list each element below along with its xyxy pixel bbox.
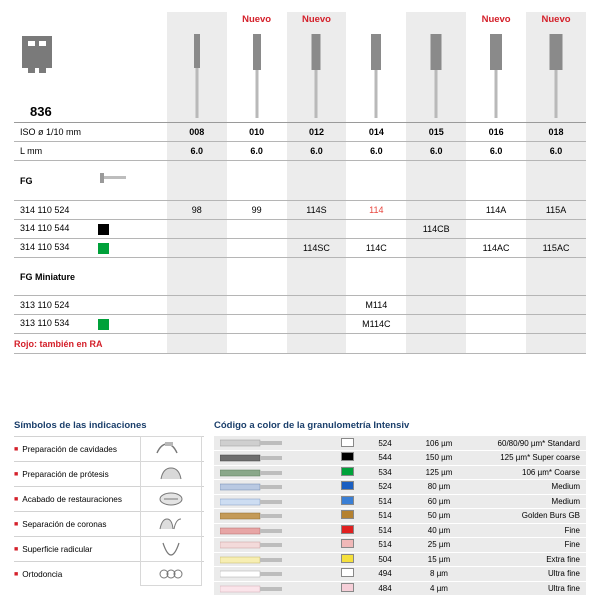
bur-image-row xyxy=(14,12,586,123)
grain-note: Ultra fine xyxy=(470,567,586,582)
cell-fgm-2 xyxy=(227,258,287,296)
cell-m524-7 xyxy=(526,296,586,315)
cell-iso-4: 014 xyxy=(346,123,406,142)
cell-m524-4: M114 xyxy=(346,296,406,315)
cell-m524-3 xyxy=(287,296,347,315)
cell-524-5 xyxy=(406,201,466,220)
cell-m524-5 xyxy=(406,296,466,315)
cell-m534-3 xyxy=(287,315,347,334)
cell-534-3: 114SC xyxy=(287,239,347,258)
grain-code: 514 xyxy=(362,538,408,553)
grain-size: 8 µm xyxy=(408,567,470,582)
cell-m524-2 xyxy=(227,296,287,315)
cell-iso-2: 010 xyxy=(227,123,287,142)
grain-color-chip xyxy=(332,509,362,524)
cell-fn-1 xyxy=(167,334,227,354)
grain-code: 544 xyxy=(362,451,408,466)
cell-524-4: 114 xyxy=(346,201,406,220)
grain-code: 494 xyxy=(362,567,408,582)
grain-note: 106 µm* Coarse xyxy=(470,465,586,480)
grain-color-chip xyxy=(332,523,362,538)
cell-524-2: 99 xyxy=(227,201,287,220)
bur-specification-table xyxy=(14,12,586,354)
grain-note: 60/80/90 µm* Standard xyxy=(470,436,586,451)
cell-iso-7: 018 xyxy=(526,123,586,142)
row-label-314110524: 314 110 524 xyxy=(14,201,167,220)
grain-color-chip xyxy=(332,552,362,567)
grain-shape-icon xyxy=(214,523,332,538)
cell-544-7 xyxy=(526,220,586,239)
indication-label: Ortodoncia xyxy=(22,569,63,579)
cell-fgm-3 xyxy=(287,258,347,296)
row-label-314110544 xyxy=(14,220,167,239)
cell-534-5 xyxy=(406,239,466,258)
bur-column-018 xyxy=(526,12,586,123)
grain-color-chip xyxy=(332,567,362,582)
new-badge: Nuevo xyxy=(541,14,571,25)
cell-544-3 xyxy=(287,220,347,239)
cell-534-1 xyxy=(167,239,227,258)
grain-row xyxy=(214,509,586,524)
indication-label: Acabado de restauraciones xyxy=(22,494,122,504)
bullet-icon: ■ xyxy=(14,545,19,553)
indication-icons xyxy=(140,436,202,586)
bur-shape-logo-icon xyxy=(14,30,60,100)
grain-size: 50 µm xyxy=(408,509,470,524)
grain-color-chip xyxy=(332,538,362,553)
row-label-length: L mm xyxy=(14,142,167,161)
cell-fgm-6 xyxy=(466,258,526,296)
grain-color-chip xyxy=(332,451,362,466)
grain-shape-icon xyxy=(214,581,332,596)
product-logo-cell xyxy=(14,12,167,123)
grain-row xyxy=(214,567,586,582)
cell-m534-6 xyxy=(466,315,526,334)
cell-m534-4: M114C xyxy=(346,315,406,334)
grain-color-chip xyxy=(332,480,362,495)
grain-shape-icon xyxy=(214,451,332,466)
bullet-icon: ■ xyxy=(14,470,19,478)
grain-color-chip xyxy=(332,494,362,509)
table-row-iso xyxy=(14,123,586,142)
grain-row xyxy=(214,465,586,480)
fg-label-text: FG xyxy=(20,175,33,186)
cell-len-7: 6.0 xyxy=(526,142,586,161)
grain-size: 150 µm xyxy=(408,451,470,466)
cell-iso-6: 016 xyxy=(466,123,526,142)
cell-m534-2 xyxy=(227,315,287,334)
grain-size: 15 µm xyxy=(408,552,470,567)
indication-label: Preparación de prótesis xyxy=(22,469,109,479)
table-row-313110534 xyxy=(14,315,586,334)
cell-544-5: 114CB xyxy=(406,220,466,239)
bur-column-014 xyxy=(346,12,406,123)
bur-column-012 xyxy=(287,12,347,123)
green-swatch-icon xyxy=(98,319,109,330)
grain-note: Fine xyxy=(470,523,586,538)
new-badge: Nuevo xyxy=(481,14,511,25)
cell-m534-1 xyxy=(167,315,227,334)
row-label-text: 314 110 544 xyxy=(20,223,70,234)
grain-table xyxy=(214,436,586,596)
grain-color-chip xyxy=(332,465,362,480)
cell-fn-6 xyxy=(466,334,526,354)
cell-m524-6 xyxy=(466,296,526,315)
cell-544-6 xyxy=(466,220,526,239)
cell-fg-1 xyxy=(167,161,227,201)
grain-shape-icon xyxy=(214,465,332,480)
grain-code: 514 xyxy=(362,523,408,538)
cell-fg-2 xyxy=(227,161,287,201)
grain-code: 514 xyxy=(362,509,408,524)
cell-fg-6 xyxy=(466,161,526,201)
row-label-fg xyxy=(14,161,167,201)
grain-size: 125 µm xyxy=(408,465,470,480)
table-bottom-border xyxy=(14,354,586,355)
row-label-fg-miniature: FG Miniature xyxy=(14,258,167,296)
grain-note: Golden Burs GB xyxy=(470,509,586,524)
cell-524-6: 114A xyxy=(466,201,526,220)
grain-note: Ultra fine xyxy=(470,581,586,596)
cell-len-6: 6.0 xyxy=(466,142,526,161)
cell-m534-5 xyxy=(406,315,466,334)
bullet-icon: ■ xyxy=(14,445,19,453)
cell-fn-5 xyxy=(406,334,466,354)
grain-shape-icon xyxy=(214,509,332,524)
grain-note: 125 µm* Super coarse xyxy=(470,451,586,466)
cell-len-4: 6.0 xyxy=(346,142,406,161)
cell-fg-5 xyxy=(406,161,466,201)
row-label-text: 314 110 534 xyxy=(20,242,70,253)
grain-note: Medium xyxy=(470,494,586,509)
cell-m534-7 xyxy=(526,315,586,334)
bur-column-015 xyxy=(406,12,466,123)
bullet-icon: ■ xyxy=(14,570,19,578)
grain-row xyxy=(214,552,586,567)
cell-524-1: 98 xyxy=(167,201,227,220)
table-row-length xyxy=(14,142,586,161)
cell-fn-4 xyxy=(346,334,406,354)
cell-iso-3: 012 xyxy=(287,123,347,142)
grain-row xyxy=(214,581,586,596)
table-row-fg-header xyxy=(14,161,586,201)
indication-label: Separación de coronas xyxy=(22,519,107,529)
grain-shape-icon xyxy=(214,538,332,553)
row-label-313110524: 313 110 524 xyxy=(14,296,167,315)
row-label-314110534 xyxy=(14,239,167,258)
table-row-fg-miniature-header xyxy=(14,258,586,296)
grain-code: 514 xyxy=(362,494,408,509)
bur-column-010 xyxy=(227,12,287,123)
cell-544-1 xyxy=(167,220,227,239)
grain-code: 524 xyxy=(362,436,408,451)
main-table xyxy=(14,12,586,354)
row-label-text: 313 110 534 xyxy=(20,318,70,329)
table-row-314110534 xyxy=(14,239,586,258)
grain-size: 60 µm xyxy=(408,494,470,509)
cell-iso-1: 008 xyxy=(167,123,227,142)
cell-len-1: 6.0 xyxy=(167,142,227,161)
orthodontics-icon xyxy=(140,561,202,586)
grain-row xyxy=(214,480,586,495)
row-label-iso: ISO ø 1/10 mm xyxy=(14,123,167,142)
prosthetic-prep-icon xyxy=(140,461,202,486)
cell-524-3: 114S xyxy=(287,201,347,220)
grain-row xyxy=(214,436,586,451)
grain-code: 524 xyxy=(362,480,408,495)
row-label-313110534 xyxy=(14,315,167,334)
grain-row xyxy=(214,538,586,553)
cell-fgm-4 xyxy=(346,258,406,296)
product-code: 836 xyxy=(30,104,52,119)
grain-size: 4 µm xyxy=(408,581,470,596)
grain-code: 534 xyxy=(362,465,408,480)
cell-fgm-5 xyxy=(406,258,466,296)
table-row-314110524 xyxy=(14,201,586,220)
table-row-314110544 xyxy=(14,220,586,239)
grain-size: 40 µm xyxy=(408,523,470,538)
grain-note: Fine xyxy=(470,538,586,553)
grain-shape-icon xyxy=(214,567,332,582)
cell-fn-3 xyxy=(287,334,347,354)
restoration-finishing-icon xyxy=(140,486,202,511)
bur-column-008 xyxy=(167,12,227,123)
black-swatch-icon xyxy=(98,224,109,235)
grain-row xyxy=(214,494,586,509)
green-swatch-icon xyxy=(98,243,109,254)
grain-size: 25 µm xyxy=(408,538,470,553)
cell-534-2 xyxy=(227,239,287,258)
grain-color-chip xyxy=(332,581,362,596)
grain-code-title: Código a color de la granulometría Intensiv xyxy=(214,420,410,431)
crown-separation-icon xyxy=(140,511,202,536)
cell-len-5: 6.0 xyxy=(406,142,466,161)
cell-fg-4 xyxy=(346,161,406,201)
grain-code: 504 xyxy=(362,552,408,567)
bullet-icon: ■ xyxy=(14,495,19,503)
cell-544-2 xyxy=(227,220,287,239)
cell-544-4 xyxy=(346,220,406,239)
cavity-prep-icon xyxy=(140,436,202,461)
cell-fg-3 xyxy=(287,161,347,201)
grain-size: 106 µm xyxy=(408,436,470,451)
new-badge: Nuevo xyxy=(242,14,272,25)
grain-color-chip xyxy=(332,436,362,451)
grain-size: 80 µm xyxy=(408,480,470,495)
bur-column-016 xyxy=(466,12,526,123)
grain-shape-icon xyxy=(214,552,332,567)
cell-m524-1 xyxy=(167,296,227,315)
cell-534-7: 115AC xyxy=(526,239,586,258)
table-row-footnote xyxy=(14,334,586,354)
bullet-icon: ■ xyxy=(14,520,19,528)
footnote-red: Rojo: también en RA xyxy=(14,334,167,354)
grain-note: Extra fine xyxy=(470,552,586,567)
grain-row xyxy=(214,451,586,466)
cell-534-4: 114C xyxy=(346,239,406,258)
root-surface-icon xyxy=(140,536,202,561)
cell-fn-7 xyxy=(526,334,586,354)
cell-fg-7 xyxy=(526,161,586,201)
grain-code: 484 xyxy=(362,581,408,596)
cell-len-3: 6.0 xyxy=(287,142,347,161)
cell-524-7: 115A xyxy=(526,201,586,220)
cell-fn-2 xyxy=(227,334,287,354)
grain-note: Medium xyxy=(470,480,586,495)
table-row-313110524 xyxy=(14,296,586,315)
indication-label: Superficie radicular xyxy=(22,544,93,554)
cell-fgm-1 xyxy=(167,258,227,296)
indications-title: Símbolos de las indicaciones xyxy=(14,420,147,431)
grain-shape-icon xyxy=(214,494,332,509)
cell-fgm-7 xyxy=(526,258,586,296)
new-badge: Nuevo xyxy=(301,14,331,25)
grain-row xyxy=(214,523,586,538)
grain-shape-icon xyxy=(214,480,332,495)
fg-bur-icon xyxy=(96,165,130,201)
cell-iso-5: 015 xyxy=(406,123,466,142)
grain-shape-icon xyxy=(214,436,332,451)
cell-len-2: 6.0 xyxy=(227,142,287,161)
indication-label: Preparación de cavidades xyxy=(22,444,117,454)
cell-534-6: 114AC xyxy=(466,239,526,258)
